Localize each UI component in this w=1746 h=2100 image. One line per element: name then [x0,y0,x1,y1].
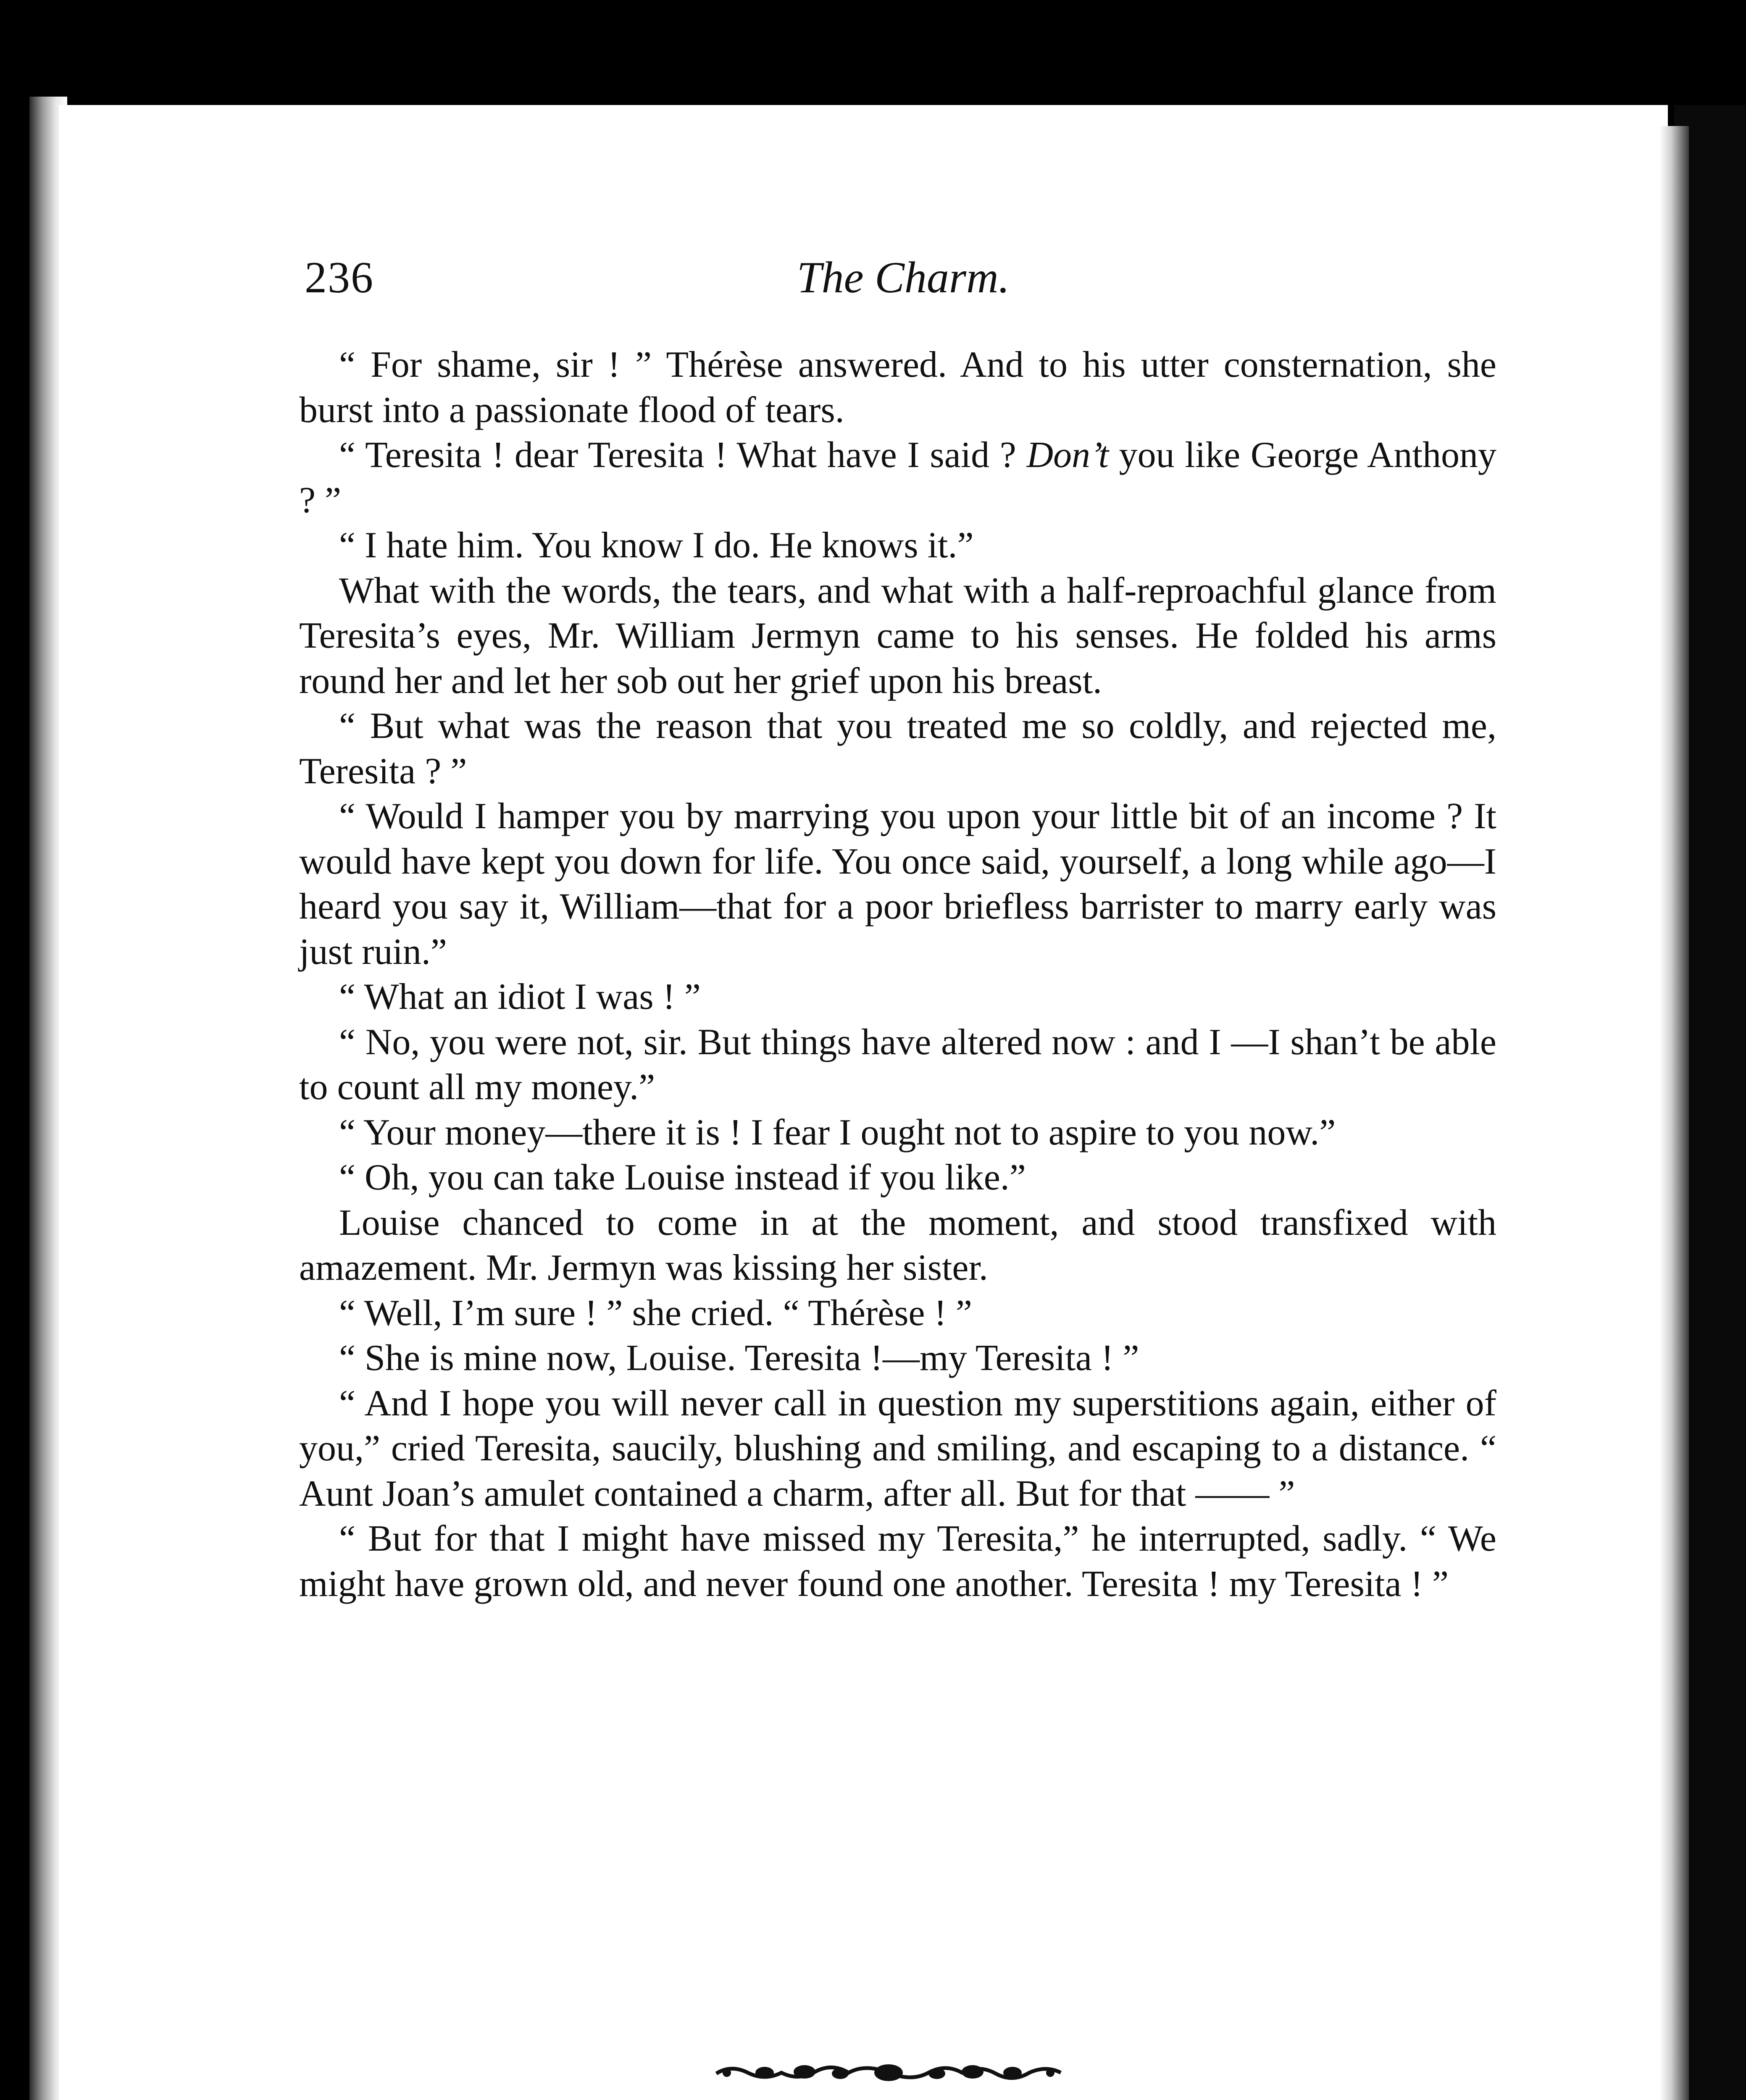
running-header [305,252,1502,311]
paragraph: “ What an idiot I was ! ” [339,976,701,1017]
paragraph: “ I hate him. You know I do. He knows it.” [339,525,974,566]
paragraph: “ She is mine now, Louise. Teresita !—my Teresita ! ” [339,1338,1139,1378]
paragraph-text: you like George Anthony ? ” [299,435,1497,521]
paragraph: “ Your money—there it is ! I fear I ought not to aspire to you now.” [339,1112,1336,1153]
page-number: 236 [305,253,374,302]
page-edge [1659,126,1689,2100]
paragraph-text: “ Teresita ! dear Teresita ! What have I said ? [339,435,1027,475]
paragraph: Louise chanced to come in at the moment, and stood transfixed with amazement. Mr. Jermyn was kissing her sister. [299,1202,1496,1288]
paragraph: “ For shame, sir ! ” Thérèse answered. And to his utter consternation, she burst into a passionate flood of tears. [299,344,1496,430]
paragraph [299,433,1496,523]
paragraph: “ Well, I’m sure ! ” she cried. “ Thérèse ! ” [339,1292,972,1334]
paragraph: “ No, you were not, sir. But things have altered now : and I —I shan’t be able to count all my money.” [299,1021,1496,1108]
paragraph: “ But what was the reason that you treated me so coldly, and rejected me, Teresita ? ” [299,706,1496,792]
body-text [299,342,1496,1606]
paragraph: “ But for that I might have missed my Teresita,” he interrupted, sadly. “ We might have grown old, and never found one another. Teresita ! my Teresita ! ” [299,1518,1496,1604]
paragraph: “ Oh, you can take Louise instead if you like.” [339,1157,1026,1198]
paragraph: “ And I hope you will never call in question my superstitions again, either of you,” cried Teresita, saucily, blushing and smiling, and escaping to a distance. “ Aunt Joan’s amulet contained a charm, after all. But for that —— ” [299,1383,1496,1514]
running-title: The Charm. [797,253,1010,302]
tailpiece-ornament-icon [714,2056,1063,2090]
paragraph: What with the words, the tears, and what with a half-reproachful glance from Teresita’s eyes, Mr. William Jermyn came to his senses. He folded his arms round her and let her sob out her grief upon his breast. [299,570,1496,701]
emphasis-text: Don’t [1026,435,1109,475]
paragraph: “ Would I hamper you by marrying you upon your little bit of an income ? It would have kept you down for life. You once said, yourself, a long while ago—I heard you say it, William—that for a poor briefless barrister to marry early was just ruin.” [299,796,1496,972]
